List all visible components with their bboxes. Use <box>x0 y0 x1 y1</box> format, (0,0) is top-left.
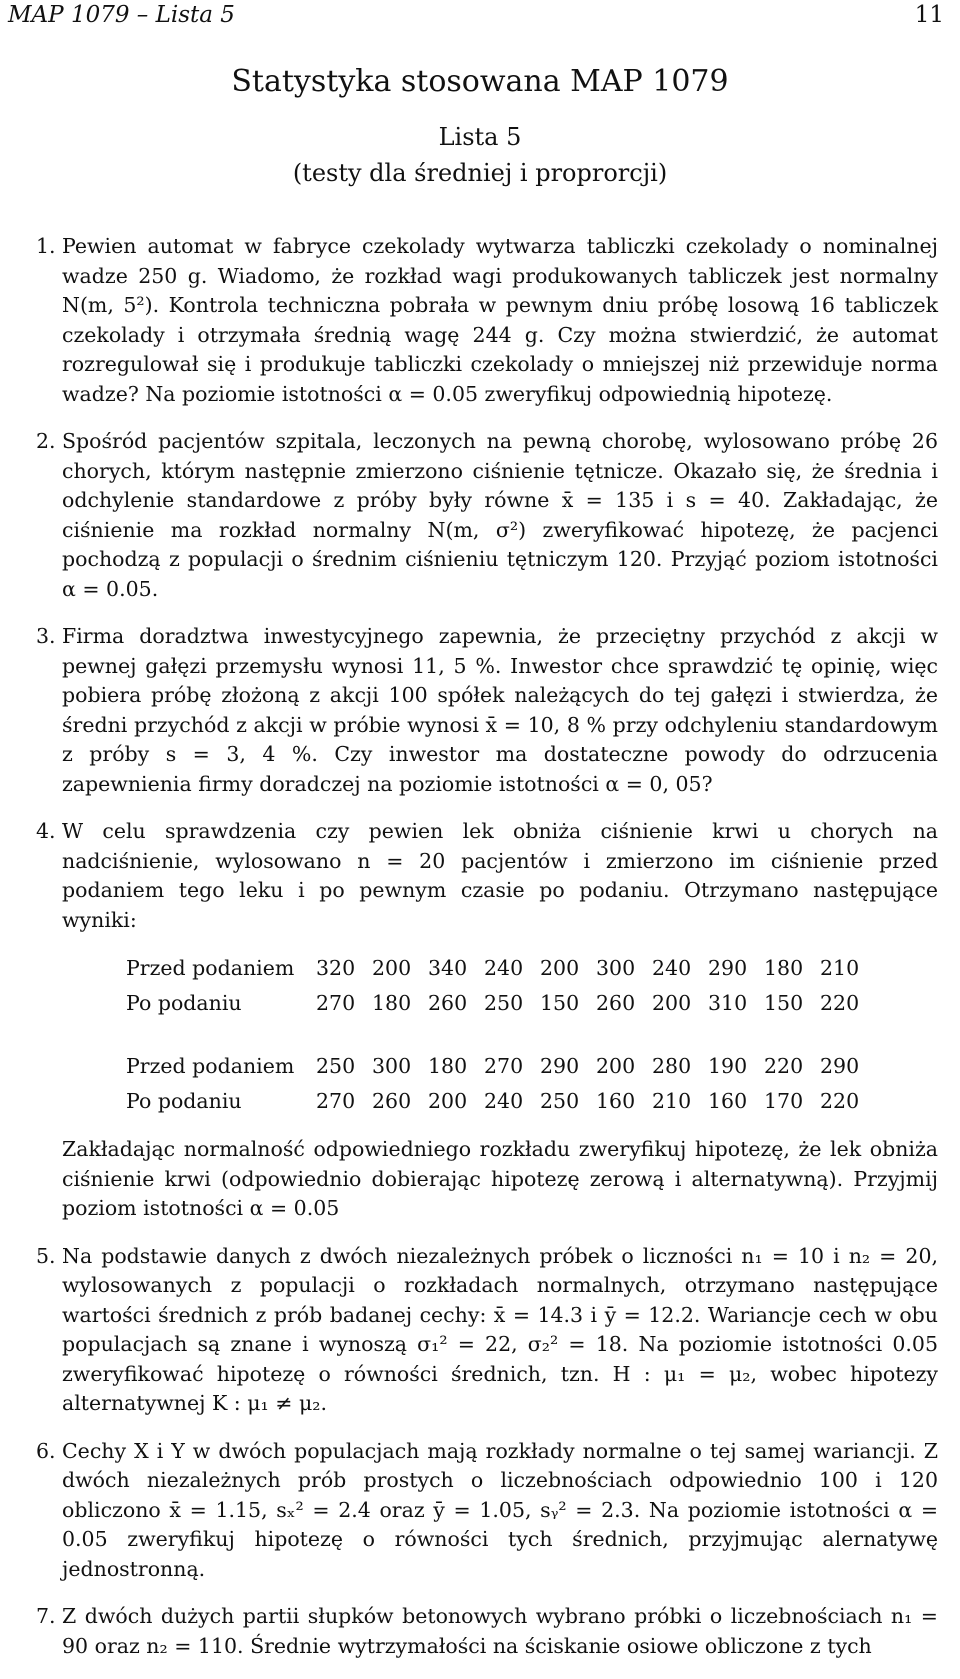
row-label: Przed podaniem <box>126 955 295 980</box>
table-cell: 320 <box>316 955 356 980</box>
problem-2 <box>36 427 938 604</box>
row-label: Po podaniu <box>126 1088 242 1113</box>
problem-number: 5. <box>36 1243 56 1268</box>
problem-4 <box>36 817 938 1224</box>
table-cell: 160 <box>708 1088 748 1113</box>
problem-number: 1. <box>36 234 56 258</box>
problem-text: Na podstawie danych z dwóch niezależnych próbek o liczności n₁ = 10 i n₂ = 20, wylosowanych z populacji o rozkładach normalnych, otrzymano następujące wartości średnich z prób badanej cechy: x̄ = 14.3 i ȳ = 12.2. Wariancje cech w obu populacjach są znane i wynoszą σ₁² = 22, σ₂² = 18. Na poziomie istotności 0.05 zweryfikować hipotezę o równości średnich, tzn. H : μ₁ = μ₂, wobec hipotezy alternatywnej K : μ₁ ≠ μ₂. <box>62 1243 938 1415</box>
table-cell: 270 <box>316 990 356 1015</box>
blood-pressure-table <box>126 951 876 1119</box>
table-cell: 250 <box>484 990 524 1015</box>
table-cell: 290 <box>708 955 748 980</box>
problems-list <box>36 232 938 1679</box>
list-topic: (testy dla średniej i proprorcji) <box>292 159 668 187</box>
problem-text-continued: Zakładając normalność odpowiedniego rozkładu zweryfikuj hipotezę, że lek obniża ciśnienie krwi (odpowiednio dobierając hipotezę zerową i alternatywną). Przyjmij poziom istotności α = 0.05 <box>62 1137 938 1220</box>
table-cell: 180 <box>428 1053 468 1078</box>
problem-7 <box>36 1602 938 1661</box>
table-cell: 210 <box>820 955 860 980</box>
table-cell: 220 <box>820 1088 860 1113</box>
table-cell: 200 <box>652 990 692 1015</box>
list-number: Lista 5 <box>438 123 522 151</box>
problem-number: 2. <box>36 429 56 453</box>
problem-text: W celu sprawdzenia czy pewien lek obniża ciśnienie krwi u chorych na nadciśnienie, wylosowano n = 20 pacjentów i zmierzono im ciśnienie przed podaniem tego leku i po pewnym czasie po podaniu. Otrzymano następujące wyniki: <box>62 819 938 932</box>
spacer-cell <box>126 1021 876 1049</box>
table-cell: 310 <box>708 990 748 1015</box>
title-block <box>0 64 960 191</box>
table-cell: 170 <box>764 1088 804 1113</box>
problem-6 <box>36 1437 938 1585</box>
problem-3 <box>36 622 938 799</box>
problem-number: 7. <box>36 1604 56 1628</box>
table-cell: 290 <box>540 1053 580 1078</box>
table-cell: 270 <box>484 1053 524 1078</box>
problem-text: Cechy X i Y w dwóch populacjach mają rozkłady normalne o tej samej wariancji. Z dwóch niezależnych prób prostych o liczebnościach odpowiednio 100 i 120 obliczono x̄ = 1.15, sₓ² = 2.4 oraz ȳ = 1.05, sᵧ² = 2.3. Na poziomie istotności α = 0.05 zweryfikuj hipotezę o równości tych średnich, przyjmując alernatywę jednostronną. <box>62 1438 938 1581</box>
table-cell: 250 <box>316 1053 356 1078</box>
table-cell: 240 <box>484 955 524 980</box>
problem-text: Pewien automat w fabryce czekolady wytwarza tabliczki czekolady o nominalnej wadze 250 g. Wiadomo, że rozkład wagi produkowanych tabliczek jest normalny N(m, 5²). Kontrola techniczna pobrała w pewnym dniu próbę losową 16 tabliczek czekolady i otrzymała średnią wagę 244 g. Czy można stwierdzić, że automat rozregulował się i produkuje tabliczki czekolady o mniejszej niż przewiduje norma wadze? Na poziomie istotności α = 0.05 zweryfikuj odpowiednią hipotezę. <box>62 234 938 406</box>
table-cell: 300 <box>596 955 636 980</box>
table-cell: 260 <box>372 1088 412 1113</box>
table-cell: 240 <box>484 1088 524 1113</box>
table-cell: 210 <box>652 1088 692 1113</box>
table-cell: 270 <box>316 1088 356 1113</box>
header-course: MAP 1079 – Lista 5 <box>8 2 235 28</box>
table-cell: 200 <box>540 955 580 980</box>
problem-1 <box>36 232 938 409</box>
problem-text: Spośród pacjentów szpitala, leczonych na pewną chorobę, wylosowano próbę 26 chorych, którym następnie zmierzono ciśnienie tętnicze. Okazało się, że średnia i odchylenie standardowe z próby były równe x̄ = 135 i s = 40. Zakładając, że ciśnienie ma rozkład normalny N(m, σ²) zweryfikować hipotezę, że pacjenci pochodzą z populacji o średnim ciśnieniu tętniczym 120. Przyjąć poziom istotności α = 0.05. <box>62 429 938 601</box>
row-label: Po podaniu <box>126 990 242 1015</box>
problem-5 <box>36 1242 938 1419</box>
row-label: Przed podaniem <box>126 1053 295 1078</box>
table-cell: 150 <box>764 990 804 1015</box>
document-title: Statystyka stosowana MAP 1079 <box>231 64 729 99</box>
problem-text: Z dwóch dużych partii słupków betonowych wybrano próbki o liczebnościach n₁ = 90 oraz n₂ = 110. Średnie wytrzymałości na ściskanie osiowe obliczone z tych <box>62 1604 938 1658</box>
table-cell: 260 <box>428 990 468 1015</box>
table-cell: 240 <box>652 955 692 980</box>
problem-number: 3. <box>36 624 56 648</box>
table-row <box>126 951 876 986</box>
problem-number: 6. <box>36 1438 56 1463</box>
table-cell: 200 <box>596 1053 636 1078</box>
table-cell: 150 <box>540 990 580 1015</box>
table-spacer <box>126 1021 876 1049</box>
problem-text: Firma doradztwa inwestycyjnego zapewnia, że przeciętny przychód z akcji w pewnej gałęzi przemysłu wynosi 11, 5 %. Inwestor chce sprawdzić tę opinię, więc pobiera próbę złożoną z akcji 100 spółek należących do tej gałęzi i stwierdza, że średni przychód z akcji w próbie wynosi x̄ = 10, 8 % przy odchyleniu standardowym z próby s = 3, 4 %. Czy inwestor ma dostateczne powody do odrzucenia zapewnienia firmy doradczej na poziomie istotności α = 0, 05? <box>62 624 938 796</box>
table-cell: 180 <box>372 990 412 1015</box>
table-cell: 340 <box>428 955 468 980</box>
page-header <box>8 2 944 28</box>
problem-number: 4. <box>36 819 56 843</box>
table-row <box>126 986 876 1021</box>
table-cell: 220 <box>764 1053 804 1078</box>
table-cell: 160 <box>596 1088 636 1113</box>
table-row <box>126 1049 876 1084</box>
table-row <box>126 1084 876 1119</box>
table-cell: 180 <box>764 955 804 980</box>
table-cell: 200 <box>428 1088 468 1113</box>
table-cell: 260 <box>596 990 636 1015</box>
table-cell: 290 <box>820 1053 860 1078</box>
table-cell: 200 <box>372 955 412 980</box>
table-cell: 280 <box>652 1053 692 1078</box>
page-number: 11 <box>914 2 944 28</box>
table-cell: 300 <box>372 1053 412 1078</box>
table-cell: 220 <box>820 990 860 1015</box>
table-cell: 250 <box>540 1088 580 1113</box>
table-cell: 190 <box>708 1053 748 1078</box>
